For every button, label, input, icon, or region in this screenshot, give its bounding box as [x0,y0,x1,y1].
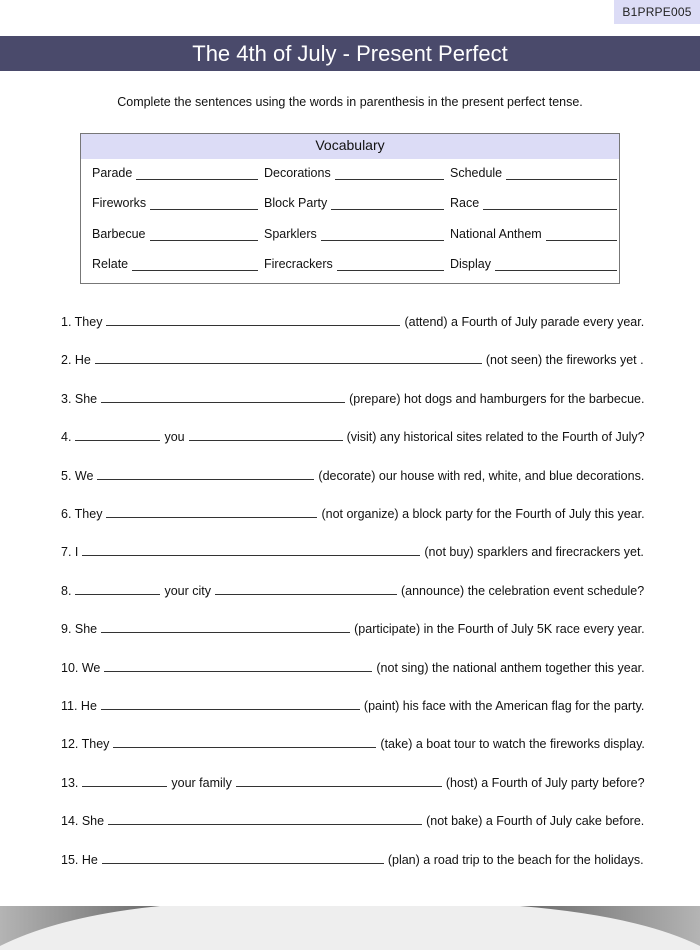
vocabulary-word: Display [450,257,491,271]
answer-blank[interactable] [97,468,314,480]
vocabulary-word: Schedule [450,166,503,180]
question-row [61,621,651,636]
answer-blank[interactable] [189,429,343,441]
question-verb-and-rest: (participate) in the Fourth of July 5K race every year. [354,622,645,636]
answer-blank[interactable] [101,621,350,633]
question-number-subject: 7. I [61,545,79,559]
vocabulary-word: Sparklers [264,227,317,241]
question-number-subject: 2. He [61,353,91,367]
answer-blank[interactable] [95,352,482,364]
answer-blank[interactable] [82,544,420,556]
vocabulary-answer-blank[interactable] [150,229,258,241]
question-row [61,852,651,867]
question-number-subject: 11. He [61,699,97,713]
vocabulary-answer-blank[interactable] [506,168,617,180]
answer-blank[interactable] [106,314,400,326]
question-number-subject: 1. They [61,315,103,329]
question-row [61,506,651,521]
question-number-subject: 5. We [61,469,94,483]
question-verb-and-rest: (attend) a Fourth of July parade every year. [404,315,645,329]
answer-blank[interactable] [102,852,384,864]
question-row [61,391,651,406]
question-verb-and-rest: (visit) any historical sites related to the Fourth of July? [346,430,645,444]
question-verb-and-rest: (not buy) sparklers and firecrackers yet. [424,545,644,559]
instructions: Complete the sentences using the words in parenthesis in the present perfect tense. [117,95,583,109]
vocabulary-item [450,196,479,210]
question-row [61,698,651,713]
question-subject: your family [171,776,232,790]
answer-blank[interactable] [101,698,360,710]
vocabulary-item [264,257,333,271]
question-row [61,583,651,598]
vocabulary-item [264,196,327,210]
question-subject: you [164,430,185,444]
vocabulary-answer-blank[interactable] [331,198,444,210]
question-subject: your city [164,584,211,598]
vocabulary-item [264,227,317,241]
question-verb-and-rest: (not seen) the fireworks yet . [485,353,644,367]
question-row [61,775,651,790]
vocabulary-item [92,257,128,271]
vocabulary-answer-blank[interactable] [321,229,444,241]
answer-blank[interactable] [101,391,345,403]
question-verb-and-rest: (announce) the celebration event schedule? [400,584,645,598]
question-row [61,544,651,559]
vocabulary-item [92,166,132,180]
vocabulary-item [92,196,146,210]
answer-blank[interactable] [75,429,160,441]
vocabulary-word: Barbecue [92,227,146,241]
vocabulary-answer-blank[interactable] [483,198,617,210]
question-row [61,813,651,828]
question-verb-and-rest: (not sing) the national anthem together this year. [376,661,645,675]
vocabulary-word: Relate [92,257,129,271]
question-number-subject: 14. She [61,814,105,828]
vocabulary-answer-blank[interactable] [495,259,617,271]
question-number-subject: 12. They [61,737,110,751]
question-verb-and-rest: (host) a Fourth of July party before? [445,776,645,790]
vocabulary-word: Parade [92,166,133,180]
vocabulary-item [264,166,331,180]
vocabulary-word: Race [450,196,480,210]
vocabulary-item [450,257,491,271]
vocabulary-answer-blank[interactable] [150,198,258,210]
question-verb-and-rest: (not organize) a block party for the Fourth of July this year. [321,507,645,521]
question-row [61,660,651,675]
question-number-subject: 10. We [61,661,101,675]
question-row [61,314,651,329]
answer-blank[interactable] [113,736,376,748]
vocabulary-word: Firecrackers [264,257,333,271]
vocabulary-word: Block Party [264,196,328,210]
answer-blank[interactable] [75,583,160,595]
vocabulary-box [80,133,620,284]
question-row [61,429,651,444]
answer-blank[interactable] [104,660,372,672]
question-row [61,736,651,751]
answer-blank[interactable] [215,583,397,595]
vocabulary-answer-blank[interactable] [335,168,444,180]
vocabulary-answer-blank[interactable] [337,259,444,271]
answer-blank[interactable] [108,813,422,825]
vocabulary-answer-blank[interactable] [546,229,617,241]
question-number-subject: 9. She [61,622,98,636]
question-number-subject: 4. [61,430,72,444]
question-number-subject: 15. He [61,853,98,867]
question-row [61,352,651,367]
vocabulary-word: Fireworks [92,196,147,210]
answer-blank[interactable] [236,775,442,787]
question-number-subject: 13. [61,776,79,790]
question-number-subject: 8. [61,584,72,598]
page-curl-shadow [0,906,700,950]
question-number-subject: 6. They [61,507,103,521]
vocabulary-word: Decorations [264,166,331,180]
vocabulary-word: National Anthem [450,227,542,241]
question-verb-and-rest: (paint) his face with the American flag for the party. [363,699,645,713]
vocabulary-answer-blank[interactable] [132,259,258,271]
question-row [61,468,651,483]
question-verb-and-rest: (not bake) a Fourth of July cake before. [426,814,645,828]
vocabulary-item [450,166,502,180]
vocabulary-answer-blank[interactable] [136,168,258,180]
question-verb-and-rest: (take) a boat tour to watch the fireworks display. [380,737,645,751]
vocabulary-item [450,227,542,241]
vocabulary-heading: Vocabulary [81,134,619,159]
answer-blank[interactable] [82,775,167,787]
question-verb-and-rest: (prepare) hot dogs and hamburgers for the barbecue. [349,392,645,406]
question-verb-and-rest: (decorate) our house with red, white, and blue decorations. [318,469,645,483]
vocabulary-item [92,227,146,241]
page-footer-shadow [0,906,700,950]
answer-blank[interactable] [106,506,317,518]
question-number-subject: 3. She [61,392,98,406]
page-title: The 4th of July - Present Perfect [0,36,700,71]
worksheet-code-badge: B1PRPE005 [614,0,700,24]
question-verb-and-rest: (plan) a road trip to the beach for the holidays. [387,853,644,867]
